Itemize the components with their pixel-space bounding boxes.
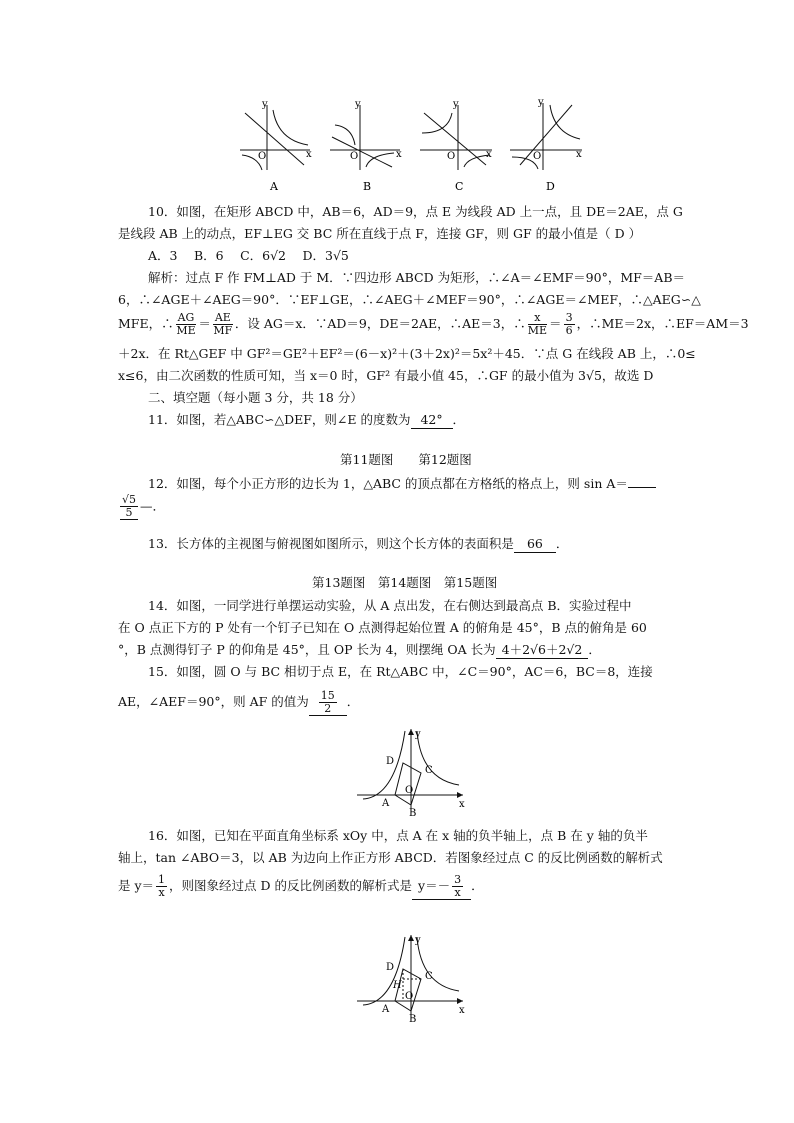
q10-f1-den: ME: [176, 324, 196, 337]
q16-line-3: [118, 874, 678, 900]
graph-c-label: C: [455, 180, 464, 193]
q10-stem-1: 10．如图，在矩形 ABCD 中，AB＝6，AD＝9，点 E 为线段 AD 上一点，且 DE＝2AE，点 G: [148, 204, 683, 219]
q16-f2-num: 3: [454, 873, 462, 886]
q13-tail: ．: [555, 536, 569, 551]
q13: [148, 536, 708, 553]
q15-tail: ．: [346, 694, 360, 709]
q10-f2-num: AE: [214, 311, 231, 324]
q16-answer-fraction: [452, 874, 463, 899]
q10-f1-num: AG: [177, 311, 195, 324]
q16-fraction-c: [156, 874, 167, 899]
q10-sol3-text-b: ．设 AG＝x．∵AD＝9，DE＝2AE，∴AE＝3，∴: [234, 316, 526, 331]
fig2-y: y: [415, 935, 421, 946]
q13-answer: 66: [514, 536, 556, 553]
q11-stem: 11．如图，若△ABC∽△DEF，则∠E 的度数为: [148, 412, 411, 427]
q12-answer-fraction: [120, 494, 138, 520]
fig1-x: x: [459, 799, 465, 810]
caption-11-12: 第11题图 第12题图: [340, 452, 472, 467]
graph-d-o: O: [533, 151, 542, 162]
q14-line-3-text: °，B 点测得钉子 P 的仰角是 45°，且 OP 长为 4，则摆绳 OA 长为: [118, 642, 496, 657]
q10-stem-2: 是线段 AB 上的动点，EF⊥EG 交 BC 所在直线于点 F，连接 GF，则 GF 的最小值是（ D ）: [118, 226, 642, 241]
q10-solution-5: x≤6，由二次函数的性质可知，当 x＝0 时，GF² 有最小值 45，∴GF 的最小值为 3√5，故选 D: [118, 368, 654, 383]
fig2-x: x: [459, 1005, 465, 1016]
q10-f4-num: 3: [565, 311, 573, 324]
fig1-B: B: [409, 808, 417, 817]
graph-a: [240, 99, 312, 193]
q16-line-1: 16．如图，已知在平面直角坐标系 xOy 中，点 A 在 x 轴的负半轴上，点 B 在 y 轴的负半: [148, 828, 648, 843]
graph-d: [510, 97, 582, 193]
fig1-y: y: [415, 729, 421, 740]
q14-line-3: [118, 642, 678, 659]
q12-answer: $\frac{√5}{5}$ —．: [122, 493, 166, 519]
q16-f1-den: x: [158, 886, 165, 899]
q10-fraction-1: [176, 312, 197, 337]
caption-13-14-15: 第13题图 第14题图 第15题图: [312, 575, 498, 590]
fig1-C: C: [425, 765, 433, 776]
graph-d-y: y: [538, 97, 544, 108]
q11: [148, 412, 708, 429]
figure-square-hyperbola-1: [355, 727, 475, 817]
q10-sol3-text-c: ，∴ME＝2x，∴EF＝AM＝3: [576, 316, 749, 331]
q16-f2-den: x: [454, 886, 461, 899]
fig2-B: B: [409, 1014, 417, 1023]
fig1-D: D: [386, 756, 395, 767]
q10-fraction-4: [564, 312, 575, 337]
q15-answer: [309, 690, 347, 716]
graph-a-x: x: [306, 149, 312, 160]
graph-c-x: x: [486, 149, 492, 160]
fig2-H: H: [393, 980, 402, 991]
q14-line-2: 在 O 点正下方的 P 处有一个钉子已知在 O 点测得起始位置 A 的俯角是 45°，B 点的俯角是 60: [118, 620, 647, 635]
q10-fraction-2: [213, 312, 233, 337]
q15-line-2-text: AE，∠AEF＝90°，则 AF 的值为: [118, 694, 309, 709]
q14-tail: ．: [588, 642, 601, 657]
fig2-C: C: [425, 971, 433, 982]
q10-solution-3: MFE，∴ $\frac{AG}{ME}$ ＝ $\frac{AE}{MF}$ ．设 AG＝x．∵AD＝9，DE＝2AE，∴AE＝3，∴ $\frac{x}{ME}$ ＝ $\frac{3}{6}$ ，∴ME＝2x，∴EF＝AM＝3: [118, 311, 749, 337]
graph-d-x: x: [576, 149, 582, 160]
q10-fraction-3: [528, 312, 547, 337]
q10-solution-4: ＋2x．在 Rt△GEF 中 GF²＝GE²＋EF²＝(6－x)²＋(3＋2x)²＝5x²＋45．∵点 G 在线段 AB 上，∴0≤: [118, 346, 696, 361]
q12: [148, 476, 708, 492]
graph-d-label: D: [546, 180, 555, 193]
graph-b-y: y: [355, 99, 361, 110]
q16-tail: ．: [471, 878, 484, 893]
option-graphs: [0, 95, 794, 295]
q12-answer-den: 5: [125, 506, 133, 519]
q13-stem: 13．长方体的主视图与俯视图如图所示，则这个长方体的表面积是: [148, 536, 514, 551]
q10-sol3-text-a: MFE，∴: [118, 316, 174, 331]
q12-answer-num: √5: [122, 493, 137, 506]
q11-answer: 42°: [411, 412, 453, 429]
graph-b-o: O: [350, 151, 359, 162]
q14-answer: 4＋2√6＋2√2: [496, 642, 589, 659]
graph-b: [330, 99, 402, 193]
graph-c-y: y: [453, 99, 459, 110]
q16-answer: [412, 874, 471, 900]
q10-solution-2: 6，∴∠AGE＋∠AEG＝90°．∵EF⊥GE，∴∠AEG＋∠MEF＝90°，∴∠AGE＝∠MEF，∴△AEG∽△: [118, 292, 701, 307]
fig2-D: D: [386, 962, 395, 973]
q15-line-1: 15．如图，圆 O 与 BC 相切于点 E，在 Rt△ABC 中，∠C＝90°，AC＝6，BC＝8，连接: [148, 664, 653, 679]
q16-line-2: 轴上，tan ∠ABO＝3，以 AB 为边向上作正方形 ABCD．若图象经过点 C 的反比例函数的解析式: [118, 850, 663, 865]
graph-c-o: O: [447, 151, 456, 162]
fig2-A: A: [382, 1004, 390, 1015]
q10-f2-den: MF: [213, 324, 233, 337]
q10-f3-num: x: [528, 312, 547, 325]
graph-b-label: B: [363, 180, 372, 193]
section-2-title: 二、填空题（每小题 3 分，共 18 分）: [148, 390, 363, 405]
q10-solution-1: 解析：过点 F 作 FM⊥AD 于 M．∵四边形 ABCD 为矩形，∴∠A＝∠EMF＝90°，MF＝AB＝: [148, 270, 686, 285]
q16-answer-prefix: y＝－: [418, 878, 451, 893]
fig1-O: O: [405, 785, 414, 796]
q16-f1-num: 1: [158, 873, 166, 886]
q16-line-3-text-b: ，则图象经过点 D 的反比例函数的解析式是: [169, 878, 413, 893]
q10-f4-den: 6: [565, 324, 573, 337]
graph-a-y: y: [262, 99, 268, 110]
q16-line-3-text-a: 是 y＝: [118, 878, 155, 893]
graph-a-o: O: [258, 151, 267, 162]
q12-stem: 12．如图，每个小正方形的边长为 1，△ABC 的顶点都在方格纸的格点上，则 sin A＝: [148, 476, 628, 491]
q15-answer-den: 2: [324, 702, 332, 715]
q15-line-2: [118, 690, 678, 716]
fig2-O: O: [405, 991, 414, 1002]
q15-answer-fraction: [319, 690, 337, 715]
q10-options: A．3 B．6 C．6√2 D．3√5: [148, 248, 349, 263]
q11-tail: ．: [452, 412, 466, 427]
fig1-A: A: [382, 798, 390, 809]
figure-square-hyperbola-2: [355, 933, 475, 1023]
q15-answer-num: 15: [320, 689, 335, 702]
graph-b-x: x: [396, 149, 402, 160]
q10-f3-den: ME: [527, 324, 548, 337]
graph-c: [420, 99, 492, 193]
q14-line-1: 14．如图，一同学进行单摆运动实验，从 A 点出发，在右侧达到最高点 B．实验过程中: [148, 598, 632, 613]
graph-a-label: A: [270, 180, 278, 193]
